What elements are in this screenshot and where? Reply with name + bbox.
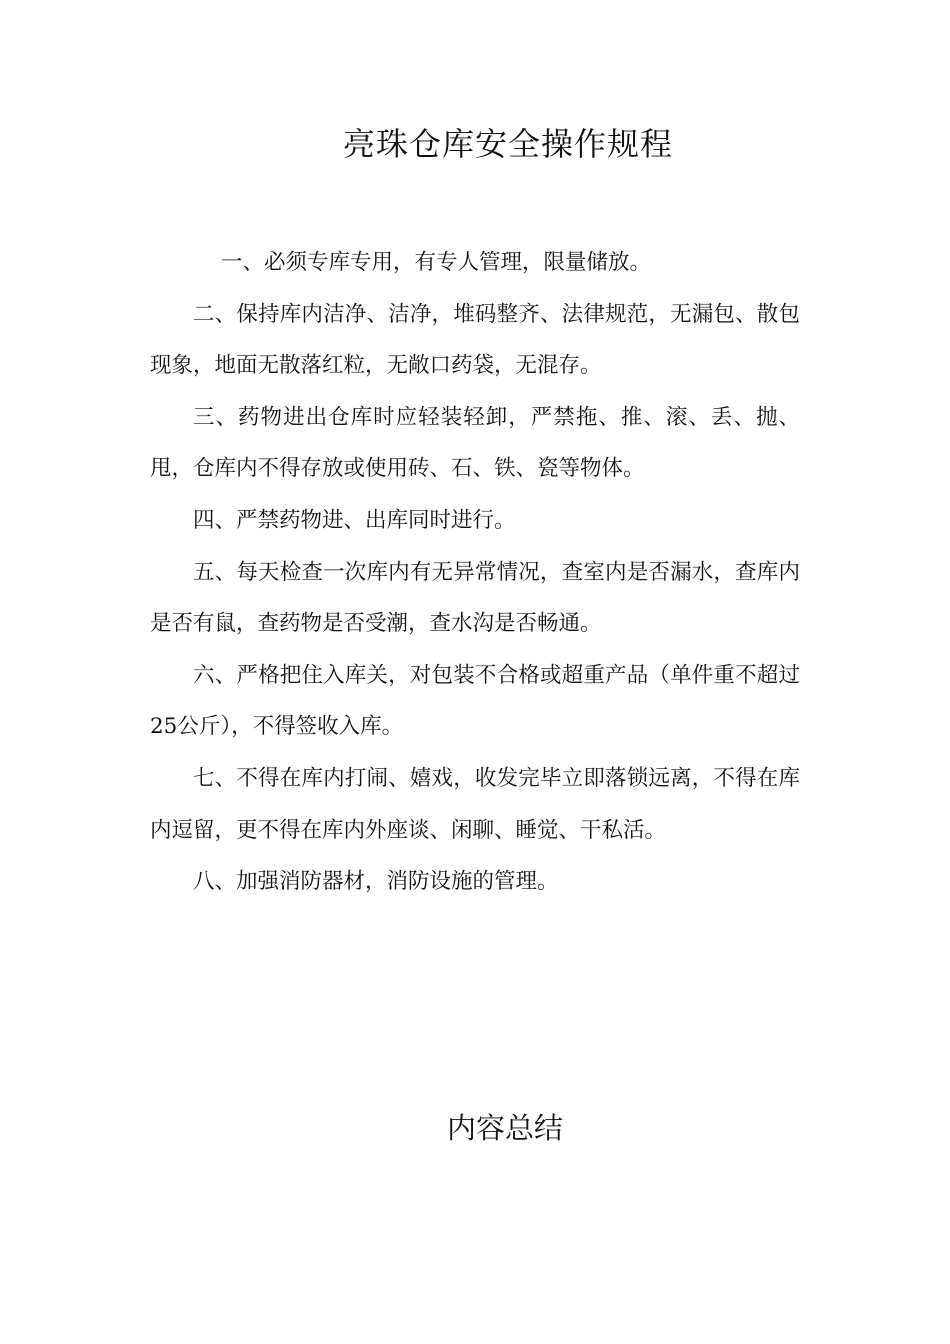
rule-paragraph-2: 二、保持库内洁净、洁净，堆码整齐、法律规范，无漏包、散包现象，地面无散落红粒，无敞口药袋，无混存。 [150, 301, 800, 379]
rule-paragraph-5: 五、每天检查一次库内有无异常情况，查室内是否漏水，查库内是否有鼠，查药物是否受潮，查水沟是否畅通。 [150, 559, 800, 637]
rule-paragraph-7: 七、不得在库内打闹、嬉戏，收发完毕立即落锁远离，不得在库内逗留，更不得在库内外座谈、闲聊、睡觉、干私活。 [150, 765, 800, 843]
document-body [150, 237, 800, 908]
rule-paragraph-4: 四、严禁药物进、出库同时进行。 [193, 507, 516, 533]
rule-paragraph-6: 六、严格把住入库关，对包装不合格或超重产品（单件重不超过25公斤），不得签收入库。 [150, 662, 800, 740]
page-title: 亮珠仓库安全操作规程 [342, 125, 673, 163]
rule-paragraph-1: 一、必须专库专用，有专人管理，限量储放。 [220, 250, 651, 275]
summary-heading: 内容总结 [446, 1111, 563, 1145]
rule-paragraph-3: 三、药物进出仓库时应轻装轻卸，严禁拖、推、滚、丢、抛、甩，仓库内不得存放或使用砖、石、铁、瓷等物体。 [150, 404, 800, 482]
rule-paragraph-8: 八、加强消防器材，消防设施的管理。 [193, 869, 559, 895]
